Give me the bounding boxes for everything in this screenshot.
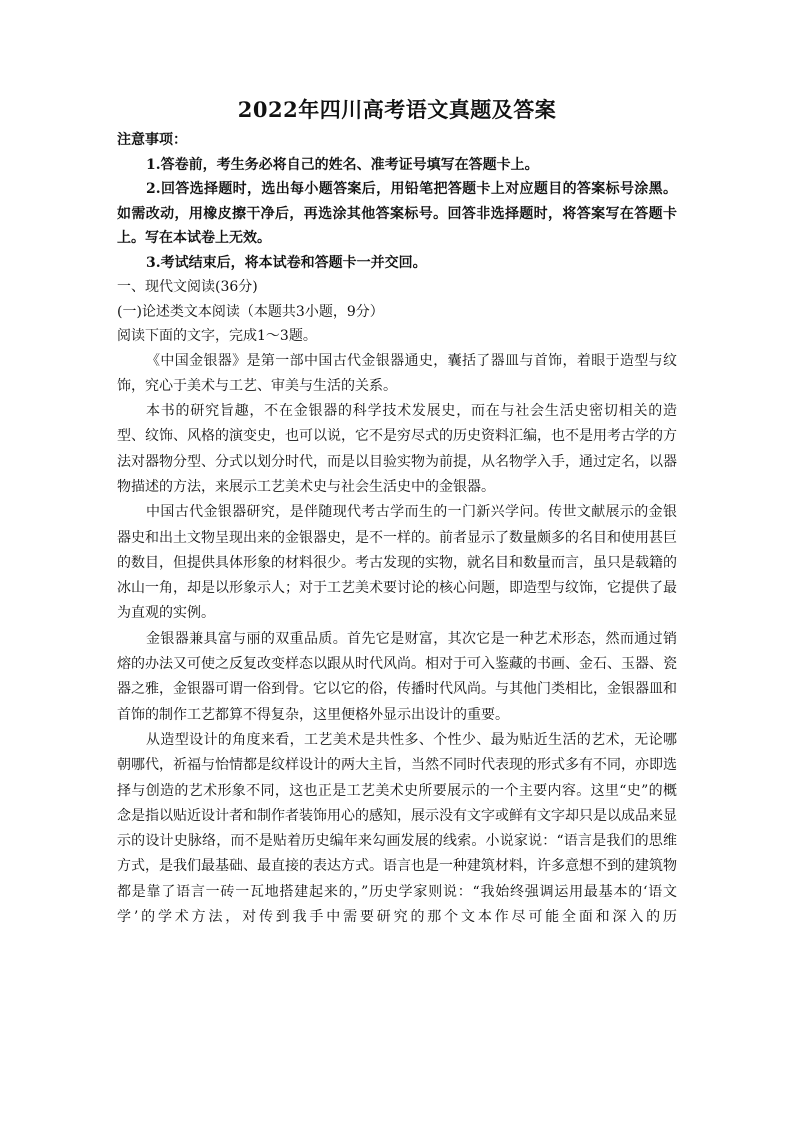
section-heading: 一、现代文阅读(36分) (117, 279, 258, 295)
exam-page (117, 96, 677, 930)
subsection-heading: (一)论述类文本阅读（本题共3小题，9分） (117, 303, 384, 320)
notice-heading: 注意事项： (117, 132, 187, 148)
paragraph-2: 本书的研究旨趣，不在金银器的科学技术发展史，而在与社会生活史密切相关的造型、纹饰、风格的演变史，也可以说，它不是穷尽式的历史资料汇编，也不是用考古学的方法对器物分型、分式以划分时代，而是以目验实物为前提，从名物学入手，通过定名，以器物描述的方法，来展示工艺美术史与社会生活史中的金银器。 (117, 403, 677, 495)
notice-item-1: 1.答卷前，考生务必将自己的姓名、准考证号填写在答题卡上。 (146, 156, 539, 173)
paragraph-1: 《中国金银器》是第一部中国古代金银器通史，囊括了器皿与首饰，着眼于造型与纹饰，究心于美术与工艺、审美与生活的关系。 (117, 352, 677, 394)
paragraph-5: 从造型设计的角度来看，工艺美术是共性多、个性少、最为贴近生活的艺术，无论哪朝哪代，祈福与怡情都是纹样设计的两大主旨，当然不同时代表现的形式多有不同，亦即选择与创造的艺术形象不同，这也正是工艺美术史所要展示的一个主要内容。这里“史”的概念是指以贴近设计者和制作者装饰用心的感知，展示没有文字或鲜有文字却只是以成品来显示的设计史脉络，而不是贴着历史编年来勾画发展的线索。小说家说：“语言是我们的思维方式，是我们最基础、最直接的表达方式。语言也是一种建筑材料，许多意想不到的建筑物都是靠了语言一砖一瓦地搭建起来的，”历史学家则说：“我始终强调运用最基本的‘语文学’的学术方法，对传到我手中需要研究的那个文本作尽可能全面和深入的历 (117, 731, 677, 926)
reading-instruction: 阅读下面的文字，完成1～3题。 (117, 328, 317, 344)
paragraph-4: 金银器兼具富与丽的双重品质。首先它是财富，其次它是一种艺术形态，然而通过销熔的办法又可使之反复改变样态以跟从时代风尚。相对于可入鉴藏的书画、金石、玉器、瓷器之雅，金银器可谓一俗到骨。它以它的俗，传播时代风尚。与其他门类相比，金银器皿和首饰的制作工艺都算不得复杂，这里便格外显示出设计的重要。 (117, 630, 677, 723)
document-title: 2022年四川高考语文真题及答案 (237, 97, 557, 122)
paragraph-3: 中国古代金银器研究，是伴随现代考古学而生的一门新兴学问。传世文献展示的金银器史和出土文物呈现出来的金银器史，是不一样的。前者显示了数量颇多的名目和使用甚巨的数目，但提供具体形象的材料很少。考古发现的实物，就名目和数量而言，虽只是载籍的冰山一角，却是以形象示人；对于工艺美术要讨论的核心问题，即造型与纹饰，它提供了最为直观的实例。 (117, 504, 677, 622)
notice-item-2: 2.回答选择题时，选出每小题答案后，用铅笔把答题卡上对应题目的答案标号涂黑。如需改动，用橡皮擦干净后，再选涂其他答案标号。回答非选择题时，将答案写在答题卡上。写在本试卷上无效。 (117, 181, 677, 246)
notice-item-3: 3.考试结束后，将本试卷和答题卡一并交回。 (146, 254, 427, 271)
